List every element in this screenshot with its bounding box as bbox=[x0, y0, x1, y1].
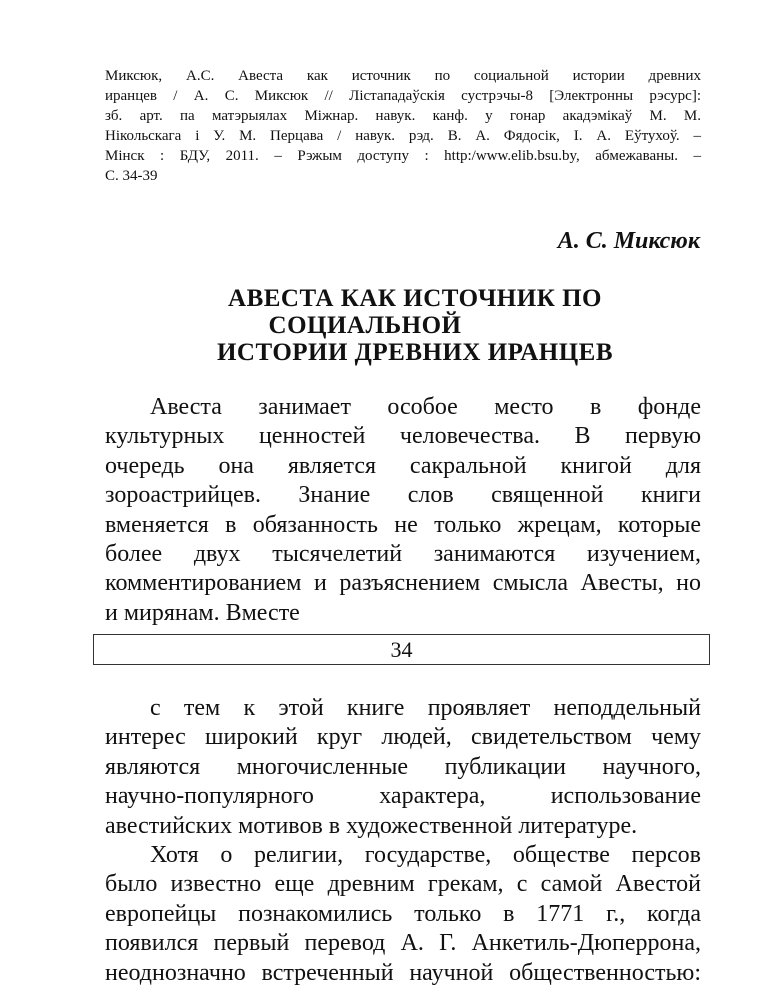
text-line: зороастрийцев. Знание слов священной книги bbox=[105, 482, 701, 509]
citation-line: С. 34-39 bbox=[105, 168, 158, 184]
title-line: СОЦИАЛЬНОЙ bbox=[268, 312, 462, 339]
text-line: Авеста занимает особое место в фонде bbox=[150, 394, 701, 420]
title-line: АВЕСТА КАК ИСТОЧНИК ПО bbox=[228, 285, 602, 312]
citation-line: иранцев / А. С. Миксюк // Лістападаўскія сустрэчы-8 [Электронны рэсурс]: bbox=[105, 88, 701, 104]
text-line: неоднозначно встреченный научной общественностью: bbox=[105, 959, 701, 986]
citation-line: Нікольскага і У. М. Перцава / навук. рэд. В. А. Фядосік, І. А. Еўтухоў. – bbox=[105, 128, 701, 144]
paragraph-intro bbox=[105, 393, 701, 628]
text-line: очередь она является сакральной книгой для bbox=[105, 452, 701, 479]
text-line: интерес широкий круг людей, свидетельством чему bbox=[105, 724, 701, 751]
text-line: являются многочисленные публикации научного, bbox=[105, 753, 701, 780]
citation-line: Миксюк, А.С. Авеста как источник по социальной истории древних bbox=[105, 68, 701, 84]
paragraph-continuation bbox=[105, 694, 701, 988]
text-line: культурных ценностей человечества. В первую bbox=[105, 423, 701, 450]
author-name: А. С. Миксюк bbox=[557, 228, 700, 254]
text-line: Хотя о религии, государстве, обществе персов bbox=[150, 842, 701, 869]
text-line: более двух тысячелетий занимаются изучением, bbox=[105, 541, 701, 568]
article-title bbox=[150, 285, 680, 366]
text-line: комментированием и разъяснением смысла Авесты, но bbox=[105, 570, 701, 597]
text-line: научно-популярного характера, использование bbox=[105, 783, 701, 810]
text-line: вменяется в обязанность не только жрецам, которые bbox=[105, 511, 701, 538]
text-line: с тем к этой книге проявляет неподдельный bbox=[150, 695, 701, 721]
citation-line: зб. арт. па матэрыялах Міжнар. навук. канф. у гонар акадэмікаў М. М. bbox=[105, 108, 701, 124]
text-line: европейцы познакомились только в 1771 г., когда bbox=[105, 900, 701, 927]
bibliographic-citation bbox=[105, 66, 701, 186]
title-line: ИСТОРИИ ДРЕВНИХ ИРАНЦЕВ bbox=[216, 339, 614, 366]
text-line: авестийских мотивов в художественной литературе. bbox=[105, 812, 638, 839]
text-line: и мирянам. Вместе bbox=[105, 599, 300, 626]
page-number: 34 bbox=[93, 634, 710, 665]
citation-line: Мінск : БДУ, 2011. – Рэжым доступу : http:/www.elib.bsu.by, абмежаваны. – bbox=[105, 148, 701, 164]
text-line: появился первый перевод А. Г. Анкетиль-Дюперрона, bbox=[105, 930, 701, 957]
text-line: было известно еще древним грекам, с самой Авестой bbox=[105, 871, 701, 898]
